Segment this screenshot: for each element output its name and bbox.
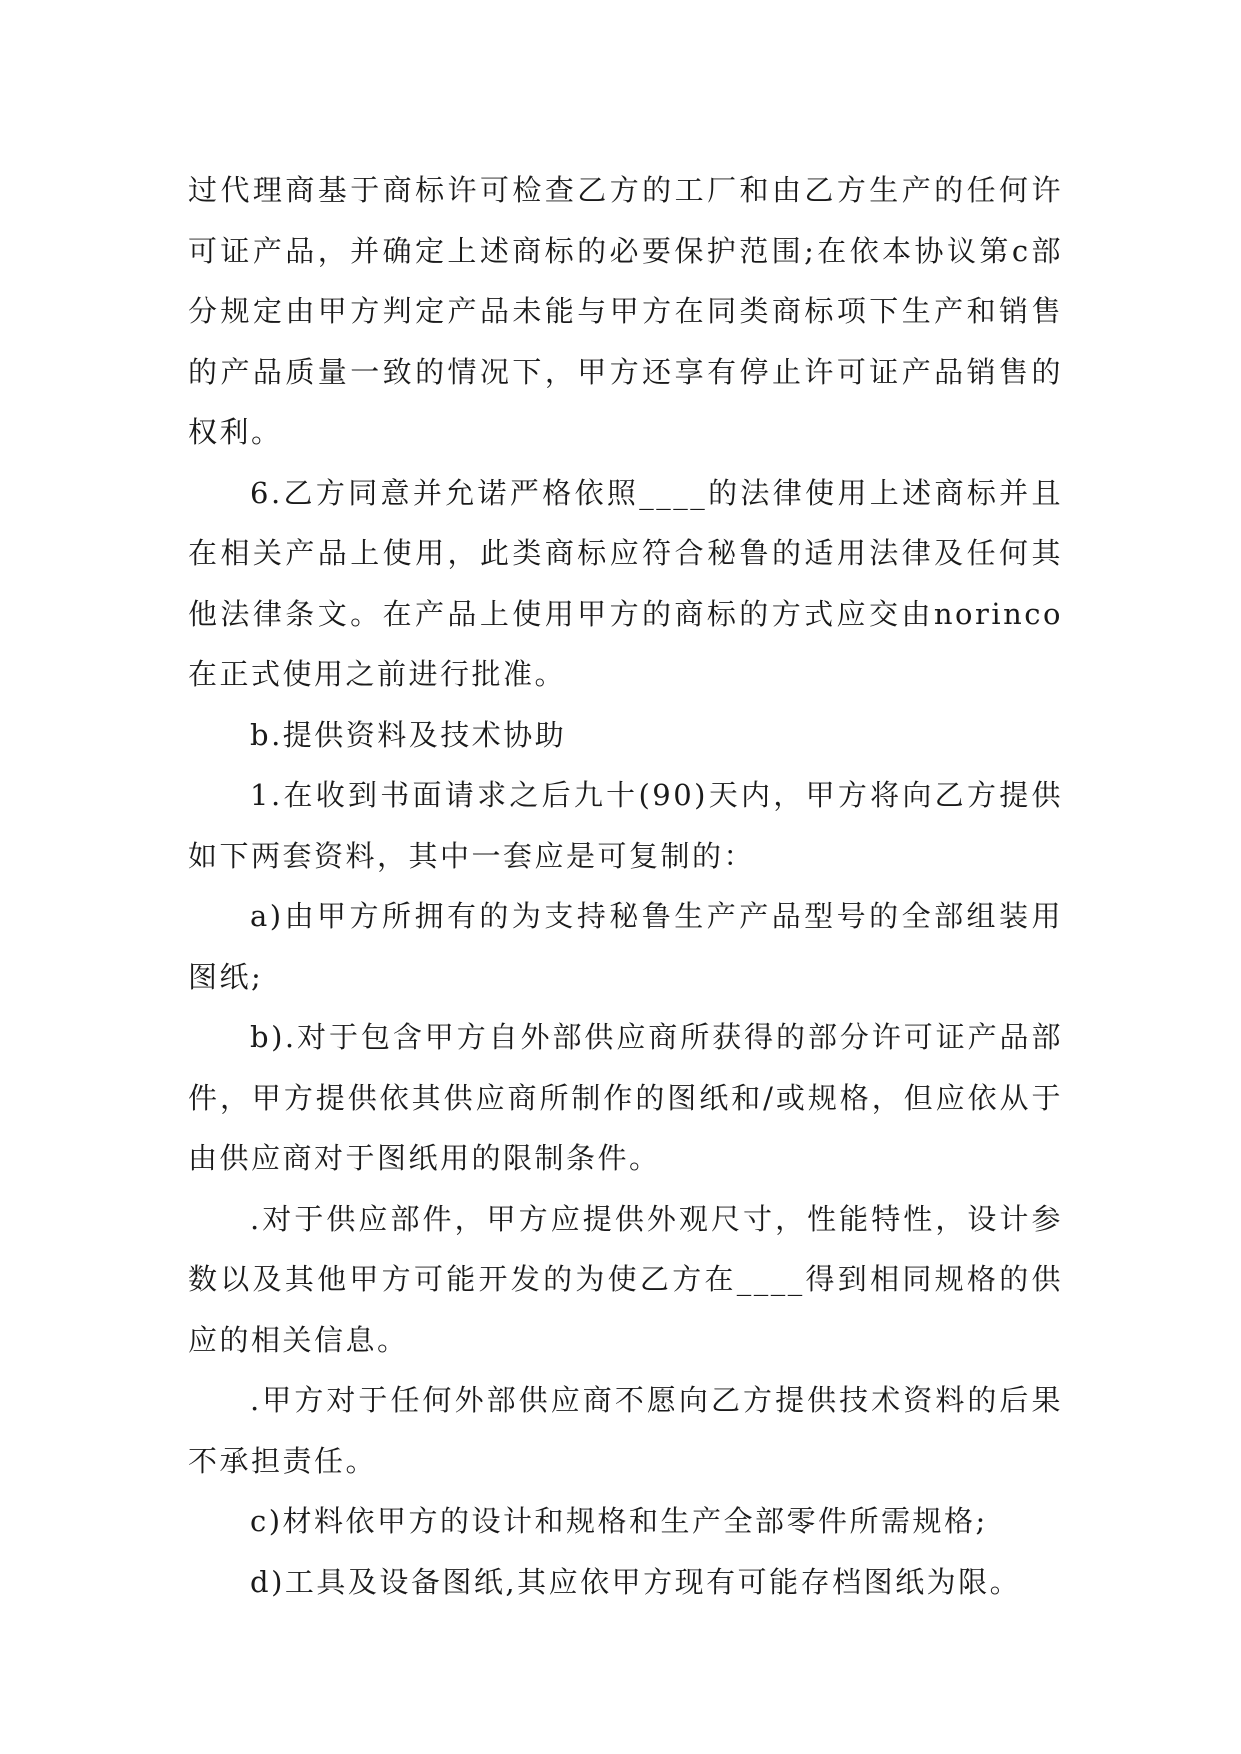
paragraph-liability: .甲方对于任何外部供应商不愿向乙方提供技术资料的后果不承担责任。	[188, 1383, 1063, 1478]
paragraph-supply-parts: .对于供应部件，甲方应提供外观尺寸，性能特性，设计参数以及其他甲方可能开发的为使乙方在____得到相同规格的供应的相关信息。	[188, 1201, 1063, 1357]
paragraph-clause-1: 1.在收到书面请求之后九十(90)天内，甲方将向乙方提供如下两套资料，其中一套应是可复制的：	[188, 778, 1063, 873]
paragraph-item-c: c)材料依甲方的设计和规格和生产全部零件所需规格;	[250, 1504, 988, 1538]
paragraph-clause-6: 6.乙方同意并允诺严格依照____的法律使用上述商标并且在相关产品上使用，此类商标应符合秘鲁的适用法律及任何其他法律条文。在产品上使用甲方的商标的方式应交由norinco在正式使用之前进行批准。	[188, 475, 1063, 691]
paragraph-item-b: b).对于包含甲方自外部供应商所获得的部分许可证产品部件，甲方提供依其供应商所制作的图纸和/或规格，但应依从于由供应商对于图纸用的限制条件。	[188, 1020, 1063, 1175]
paragraph-continuation: 过代理商基于商标许可检查乙方的工厂和由乙方生产的任何许可证产品，并确定上述商标的必要保护范围;在依本协议第c部分规定由甲方判定产品未能与甲方在同类商标项下生产和销售的产品质量一致的情况下，甲方还享有停止许可证产品销售的权利。	[188, 173, 1063, 449]
section-heading-b: b.提供资料及技术协助	[250, 717, 567, 752]
paragraph-item-d: d)工具及设备图纸,其应依甲方现有可能存档图纸为限。	[250, 1564, 1022, 1599]
document-page	[188, 160, 1063, 1612]
paragraph-item-a: a)由甲方所拥有的为支持秘鲁生产产品型号的全部组装用图纸;	[188, 899, 1063, 994]
